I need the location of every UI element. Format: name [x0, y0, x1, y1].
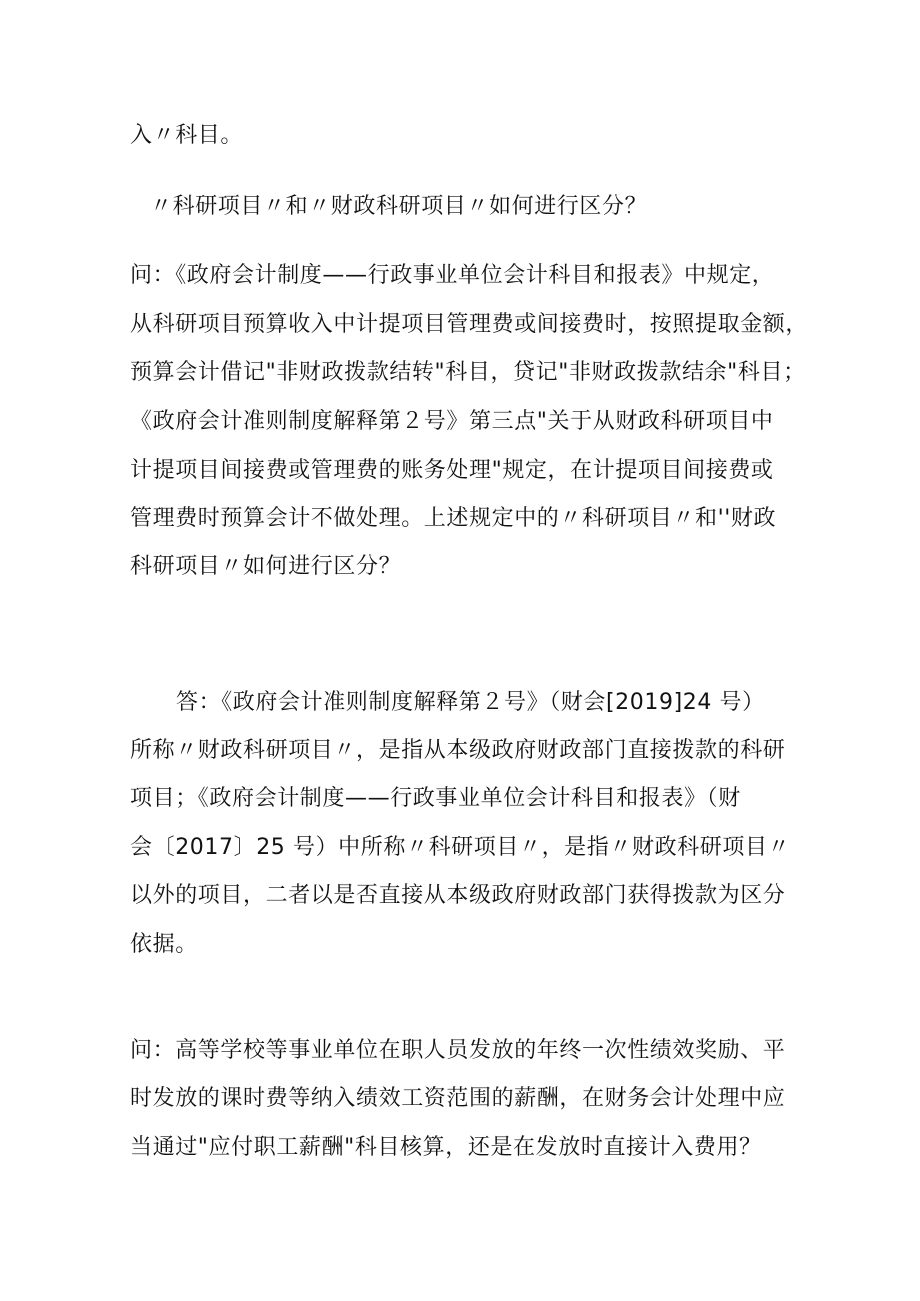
- question-1-line-6: 管理费时预算会计不做处理。上述规定中的〃科研项目〃和''财政: [130, 506, 777, 531]
- question-1-line-3: 预算会计借记"非财政拨款结转"科目，贷记"非财政拨款结余"科目；: [130, 360, 806, 385]
- question-1-line-4: 《政府会计准则制度解释第２号》第三点"关于从财政科研项目中: [130, 409, 774, 434]
- answer-1-line-5: 以外的项目，二者以是否直接从本级政府财政部门获得拨款为区分: [130, 883, 786, 908]
- question-1-line-1: 问：《政府会计制度——行政事业单位会计科目和报表》中规定，: [130, 263, 775, 288]
- continuation-line: 入〃科目。: [130, 123, 244, 148]
- answer-1-line-4: 会〔2017〕25 号）中所称〃科研项目〃，是指〃财政科研项目〃: [130, 835, 791, 860]
- question-1-line-5: 计提项目间接费或管理费的账务处理"规定，在计提项目间接费或: [130, 458, 774, 483]
- answer-1-line-3: 项目；《政府会计制度——行政事业单位会计科目和报表》（财: [130, 786, 741, 811]
- question-2-line-2: 时发放的课时费等纳入绩效工资范围的薪酬，在财务会计处理中应: [130, 1086, 786, 1111]
- question-1-line-2: 从科研项目预算收入中计提项目管理费或间接费时，按照提取金额，: [130, 312, 809, 337]
- answer-1-line-6: 依据。: [130, 932, 198, 957]
- question-1-line-7: 科研项目〃如何进行区分？: [130, 554, 402, 579]
- answer-1-line-2: 所称〃财政科研项目〃，是指从本级政府财政部门直接拨款的科研: [130, 738, 786, 763]
- question-2-line-1: 问：高等学校等事业单位在职人员发放的年终一次性绩效奖励、平: [130, 1038, 786, 1063]
- section-heading: 〃科研项目〃和〃财政科研项目〃如何进行区分？: [150, 194, 648, 219]
- answer-1-line-1: 答：《政府会计准则制度解释第２号》（财会[2019]24 号）: [176, 690, 765, 715]
- question-2-line-3: 当通过"应付职工薪酬"科目核算，还是在发放时直接计入费用？: [130, 1135, 762, 1160]
